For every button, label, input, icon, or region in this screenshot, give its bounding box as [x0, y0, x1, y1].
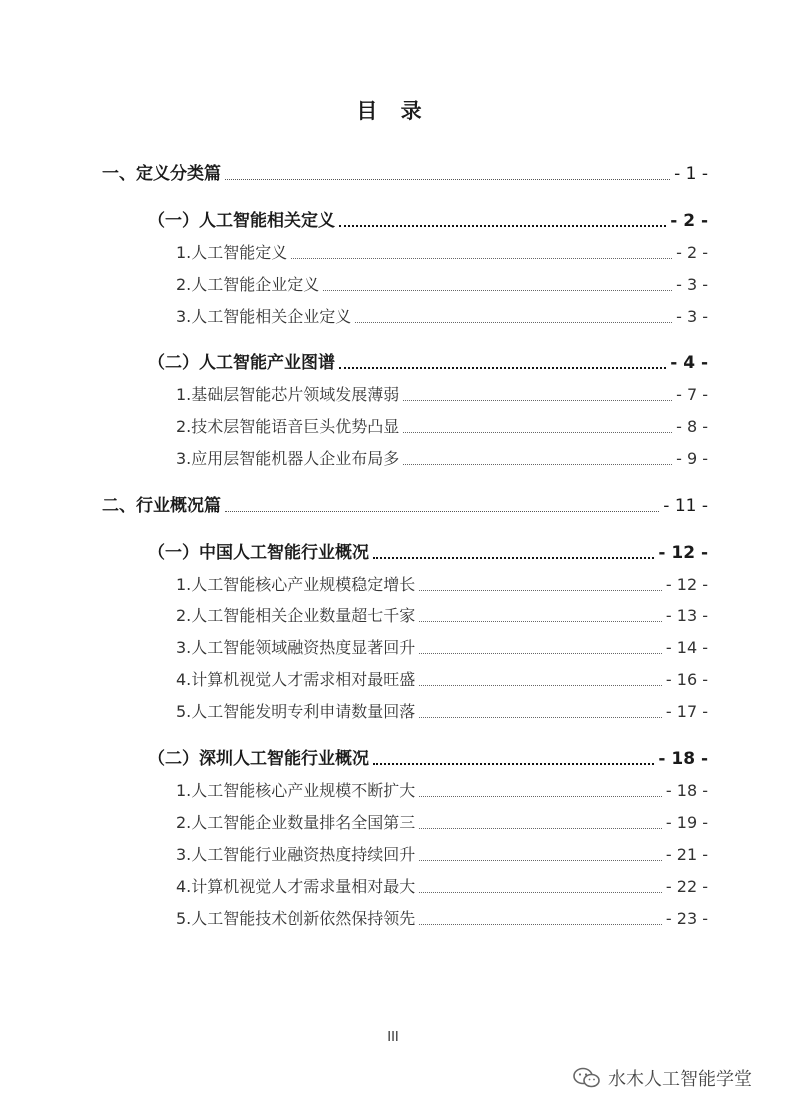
toc-entry-label: 1.人工智能定义 — [176, 243, 288, 262]
toc-entry-page: - 19 - — [665, 813, 708, 832]
toc-section[interactable] — [148, 540, 708, 566]
toc-dot-leader — [225, 511, 659, 512]
toc-entry-page: - 3 - — [676, 275, 708, 294]
toc-entry-label: （一）中国人工智能行业概况 — [148, 543, 369, 563]
toc-dot-leader — [403, 432, 672, 433]
toc-subsection[interactable] — [176, 778, 708, 804]
toc-entry-page: - 14 - — [665, 638, 708, 657]
toc-subsection[interactable] — [176, 842, 708, 868]
toc-entry-label: 3.人工智能相关企业定义 — [176, 307, 352, 326]
toc-subsection[interactable] — [176, 572, 708, 598]
toc-entry-page: - 16 - — [665, 670, 708, 689]
toc-entry-label: （一）人工智能相关定义 — [148, 211, 335, 231]
toc-chapter[interactable] — [102, 161, 708, 187]
toc-dot-leader — [419, 892, 662, 893]
toc-subsection[interactable] — [176, 874, 708, 900]
toc-entry-label: 3.人工智能领域融资热度显著回升 — [176, 638, 416, 657]
toc-entry-label: （二）人工智能产业图谱 — [148, 353, 335, 373]
toc-section[interactable] — [148, 746, 708, 772]
toc-entry-page: - 2 - — [670, 211, 708, 231]
toc-dot-leader — [419, 828, 662, 829]
toc-subsection[interactable] — [176, 906, 708, 932]
toc-dot-leader — [419, 796, 662, 797]
toc-entry-label: 3.人工智能行业融资热度持续回升 — [176, 845, 416, 864]
toc-entry-label: 5.人工智能技术创新依然保持领先 — [176, 909, 416, 928]
toc-dot-leader — [339, 225, 666, 227]
toc-section[interactable] — [148, 208, 708, 234]
toc-dot-leader — [339, 367, 666, 369]
toc-dot-leader — [373, 557, 654, 559]
toc-entry-label: 二、行业概况篇 — [102, 496, 221, 516]
toc-entry-page: - 13 - — [665, 606, 708, 625]
toc-entry-page: - 11 - — [663, 496, 708, 516]
toc-subsection[interactable] — [176, 635, 708, 661]
toc-dot-leader — [291, 258, 672, 259]
toc-entry-page: - 23 - — [665, 909, 708, 928]
toc-entry-page: - 4 - — [670, 353, 708, 373]
toc-entry-page: - 8 - — [676, 417, 708, 436]
toc-entry-page: - 12 - — [658, 543, 708, 563]
toc-dot-leader — [403, 400, 672, 401]
toc-subsection[interactable] — [176, 414, 708, 440]
toc-dot-leader — [419, 924, 662, 925]
toc-dot-leader — [419, 590, 662, 591]
toc-subsection[interactable] — [176, 272, 708, 298]
toc-entry-label: 一、定义分类篇 — [102, 164, 221, 184]
toc-entry-page: - 17 - — [665, 702, 708, 721]
toc-subsection[interactable] — [176, 304, 708, 330]
toc-entry-label: 2.人工智能相关企业数量超七千家 — [176, 606, 416, 625]
toc-subsection[interactable] — [176, 446, 708, 472]
toc-chapter[interactable] — [102, 493, 708, 519]
toc-entry-page: - 2 - — [676, 243, 708, 262]
toc-entry-label: 4.计算机视觉人才需求量相对最大 — [176, 877, 416, 896]
toc-entry-label: 2.人工智能企业定义 — [176, 275, 320, 294]
toc-subsection[interactable] — [176, 699, 708, 725]
toc-entry-label: 2.人工智能企业数量排名全国第三 — [176, 813, 416, 832]
page-title: 目 录 — [356, 99, 430, 123]
toc-dot-leader — [323, 290, 672, 291]
page-number: III — [387, 1030, 399, 1045]
toc-subsection[interactable] — [176, 382, 708, 408]
toc-entry-label: （二）深圳人工智能行业概况 — [148, 749, 369, 769]
toc-entry-page: - 12 - — [665, 575, 708, 594]
toc-dot-leader — [419, 860, 662, 861]
toc-entry-page: - 1 - — [674, 164, 708, 184]
wechat-icon — [572, 1066, 602, 1090]
toc-entry-label: 5.人工智能发明专利申请数量回落 — [176, 702, 416, 721]
toc-dot-leader — [373, 763, 654, 765]
toc-entry-page: - 7 - — [676, 385, 708, 404]
toc-subsection[interactable] — [176, 240, 708, 266]
toc-subsection[interactable] — [176, 667, 708, 693]
toc-entry-label: 2.技术层智能语音巨头优势凸显 — [176, 417, 400, 436]
toc-dot-leader — [225, 179, 670, 180]
toc-entry-page: - 18 - — [665, 781, 708, 800]
toc-entry-page: - 3 - — [676, 307, 708, 326]
watermark — [572, 1064, 752, 1092]
toc-entry-label: 1.人工智能核心产业规模稳定增长 — [176, 575, 416, 594]
toc-section[interactable] — [148, 350, 708, 376]
watermark-text: 水木人工智能学堂 — [608, 1069, 752, 1090]
toc-subsection[interactable] — [176, 810, 708, 836]
toc-entry-label: 1.人工智能核心产业规模不断扩大 — [176, 781, 416, 800]
toc-entry-label: 1.基础层智能芯片领域发展薄弱 — [176, 385, 400, 404]
toc-entry-page: - 22 - — [665, 877, 708, 896]
toc-entry-page: - 21 - — [665, 845, 708, 864]
toc-entry-page: - 9 - — [676, 449, 708, 468]
toc-entry-page: - 18 - — [658, 749, 708, 769]
toc-dot-leader — [419, 717, 662, 718]
toc-subsection[interactable] — [176, 603, 708, 629]
toc-dot-leader — [419, 685, 662, 686]
toc-dot-leader — [403, 464, 672, 465]
toc-dot-leader — [419, 653, 662, 654]
toc-entry-label: 4.计算机视觉人才需求相对最旺盛 — [176, 670, 416, 689]
toc-dot-leader — [419, 621, 662, 622]
toc-dot-leader — [355, 322, 672, 323]
toc-entry-label: 3.应用层智能机器人企业布局多 — [176, 449, 400, 468]
